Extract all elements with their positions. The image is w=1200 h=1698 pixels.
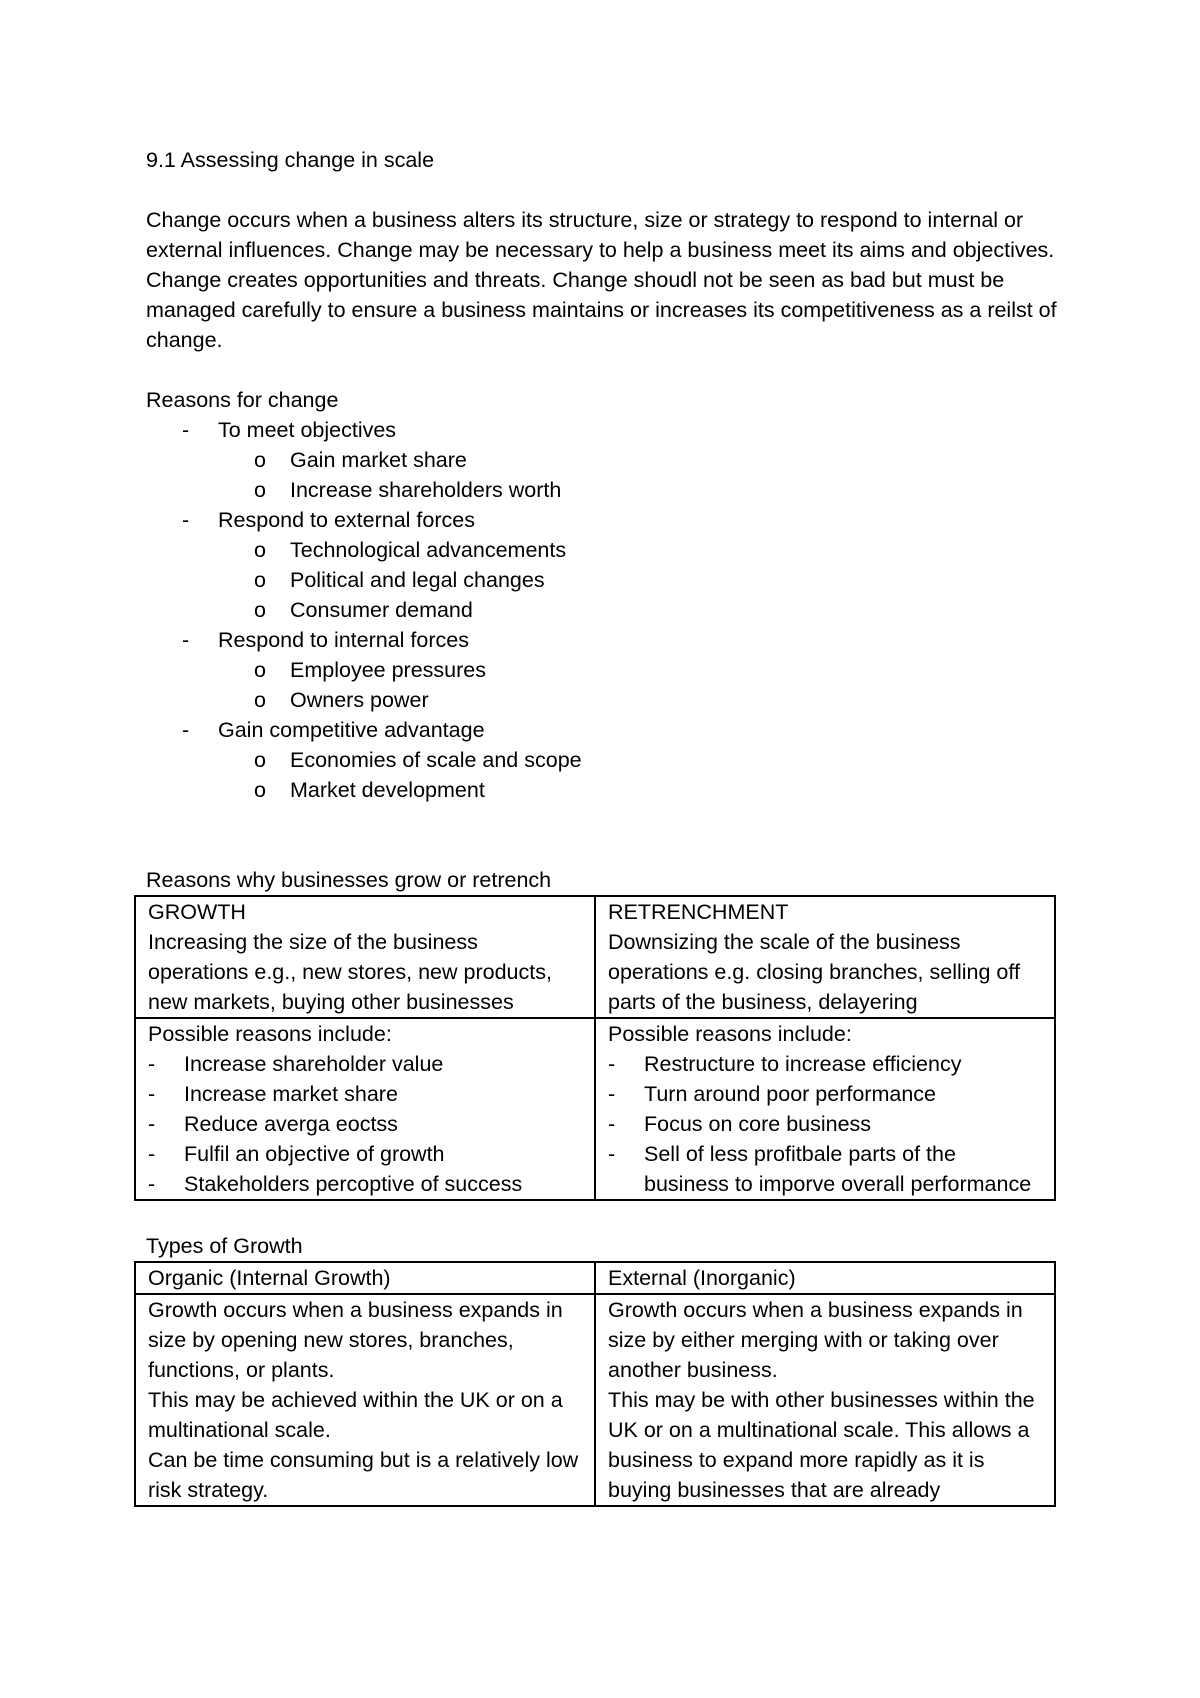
list-item [148,1139,584,1169]
dash-bullet: - [148,1112,156,1136]
organic-line-3: Can be time consuming but is a relatively low risk strategy. [148,1448,579,1502]
list-item [608,1109,1044,1139]
dash-bullet: - [148,1082,156,1106]
list-item-text: Restructure to increase efficiency [644,1052,962,1076]
list-item-text: Focus on core business [644,1112,872,1136]
list-item [148,1079,584,1109]
circle-bullet: o [254,778,266,802]
growth-description: Increasing the size of the business operations e.g., new stores, new products, new markets, buying other businesses [148,930,552,1014]
reason-group-label: Gain competitive advantage [218,718,485,742]
list-item-text: Stakeholders percoptive of success [184,1172,523,1196]
retrenchment-description: Downsizing the scale of the business operations e.g. closing branches, selling off parts of the business, delayering [608,930,1020,1014]
list-item-text: Fulfil an objective of growth [184,1142,445,1166]
dash-bullet: - [608,1052,616,1076]
list-item [148,1169,584,1199]
list-item-text: Sell of less profitbale parts of the business to imporve overall performance [644,1142,1032,1196]
growth-types-table-title: Types of Growth [146,1234,303,1258]
list-item [608,1139,1044,1199]
circle-bullet: o [254,598,266,622]
retrenchment-reasons-list [608,1049,1044,1199]
dash-bullet: - [608,1082,616,1106]
organic-line-2: This may be achieved within the UK or on a multinational scale. [148,1388,563,1442]
dash-bullet: - [182,628,190,652]
external-line-2: This may be with other businesses within the UK or on a multinational scale. This allows a business to expand more rapidly as it is buying businesses that are already [608,1388,1035,1502]
list-item-text: Increase shareholder value [184,1052,444,1076]
reason-item [254,685,1066,715]
reason-item-text: Political and legal changes [290,568,545,592]
reason-item-text: Increase shareholders worth [290,478,562,502]
page-title: 9.1 Assessing change in scale [146,148,435,172]
intro-paragraph-1: Change occurs when a business alters its structure, size or strategy to respond to internal or external influences. Change may be necessary to help a business meet its aims and objectives. [146,208,1055,262]
reason-item-text: Employee pressures [290,658,486,682]
list-item-text: Reduce averga eoctss [184,1112,398,1136]
table-row [135,1294,1055,1506]
growth-reasons-list [148,1049,584,1199]
reason-item [254,535,1066,565]
reason-item-text: Gain market share [290,448,467,472]
list-item-text: Increase market share [184,1082,398,1106]
reason-item [254,775,1066,805]
reason-item [254,745,1066,775]
dash-bullet: - [608,1112,616,1136]
reason-sublist [218,745,1066,805]
spacer [146,1201,1066,1231]
retrenchment-header: RETRENCHMENT [608,900,789,924]
table-row [135,1262,1055,1294]
table-row [135,1018,1055,1200]
list-item [148,1049,584,1079]
external-body-cell [595,1294,1055,1506]
list-item [608,1049,1044,1079]
dash-bullet: - [148,1172,156,1196]
organic-body-cell [135,1294,595,1506]
circle-bullet: o [254,658,266,682]
reason-group [182,625,1066,715]
list-item [608,1079,1044,1109]
reason-item [254,445,1066,475]
dash-bullet: - [148,1142,156,1166]
reason-group [182,505,1066,625]
organic-line-1: Growth occurs when a business expands in size by opening new stores, branches, functions, or plants. [148,1298,563,1382]
circle-bullet: o [254,448,266,472]
reason-group [182,715,1066,805]
list-item [148,1109,584,1139]
external-header: External (Inorganic) [608,1266,796,1290]
reason-sublist [218,535,1066,625]
growth-types-table [134,1261,1056,1507]
growth-header-cell [135,896,595,1018]
growth-reasons-cell [135,1018,595,1200]
circle-bullet: o [254,538,266,562]
circle-bullet: o [254,748,266,772]
reason-item [254,655,1066,685]
dash-bullet: - [182,508,190,532]
reason-group-label: Respond to internal forces [218,628,469,652]
reason-item-text: Market development [290,778,485,802]
dash-bullet: - [148,1052,156,1076]
external-header-cell [595,1262,1055,1294]
reason-group-label: To meet objectives [218,418,397,442]
retrenchment-reasons-label: Possible reasons include: [608,1022,852,1046]
circle-bullet: o [254,568,266,592]
reason-item-text: Economies of scale and scope [290,748,582,772]
circle-bullet: o [254,688,266,712]
spacer [146,805,1066,865]
intro-paragraph-2: Change creates opportunities and threats. Change shoudl not be seen as bad but must be managed carefully to ensure a business maintains or increases its competitiveness as a reilst of change. [146,268,1057,352]
table-row [135,896,1055,1018]
reasons-list [146,415,1066,805]
reason-item-text: Owners power [290,688,429,712]
reason-group-label: Respond to external forces [218,508,475,532]
reason-sublist [218,445,1066,505]
dash-bullet: - [182,718,190,742]
grow-retrench-table-title: Reasons why businesses grow or retrench [146,868,552,892]
growth-header: GROWTH [148,900,246,924]
reason-group [182,415,1066,505]
dash-bullet: - [182,418,190,442]
external-line-1: Growth occurs when a business expands in size by either merging with or taking over another business. [608,1298,1023,1382]
reason-item-text: Technological advancements [290,538,567,562]
reason-sublist [218,655,1066,715]
organic-header-cell [135,1262,595,1294]
reason-item [254,475,1066,505]
list-item-text: Turn around poor performance [644,1082,937,1106]
document-page [146,145,1066,1507]
dash-bullet: - [608,1142,616,1166]
circle-bullet: o [254,478,266,502]
reason-item-text: Consumer demand [290,598,473,622]
reason-item [254,565,1066,595]
grow-retrench-table [134,895,1056,1201]
retrenchment-header-cell [595,896,1055,1018]
growth-reasons-label: Possible reasons include: [148,1022,392,1046]
retrenchment-reasons-cell [595,1018,1055,1200]
reasons-heading: Reasons for change [146,388,339,412]
reason-item [254,595,1066,625]
organic-header: Organic (Internal Growth) [148,1266,391,1290]
